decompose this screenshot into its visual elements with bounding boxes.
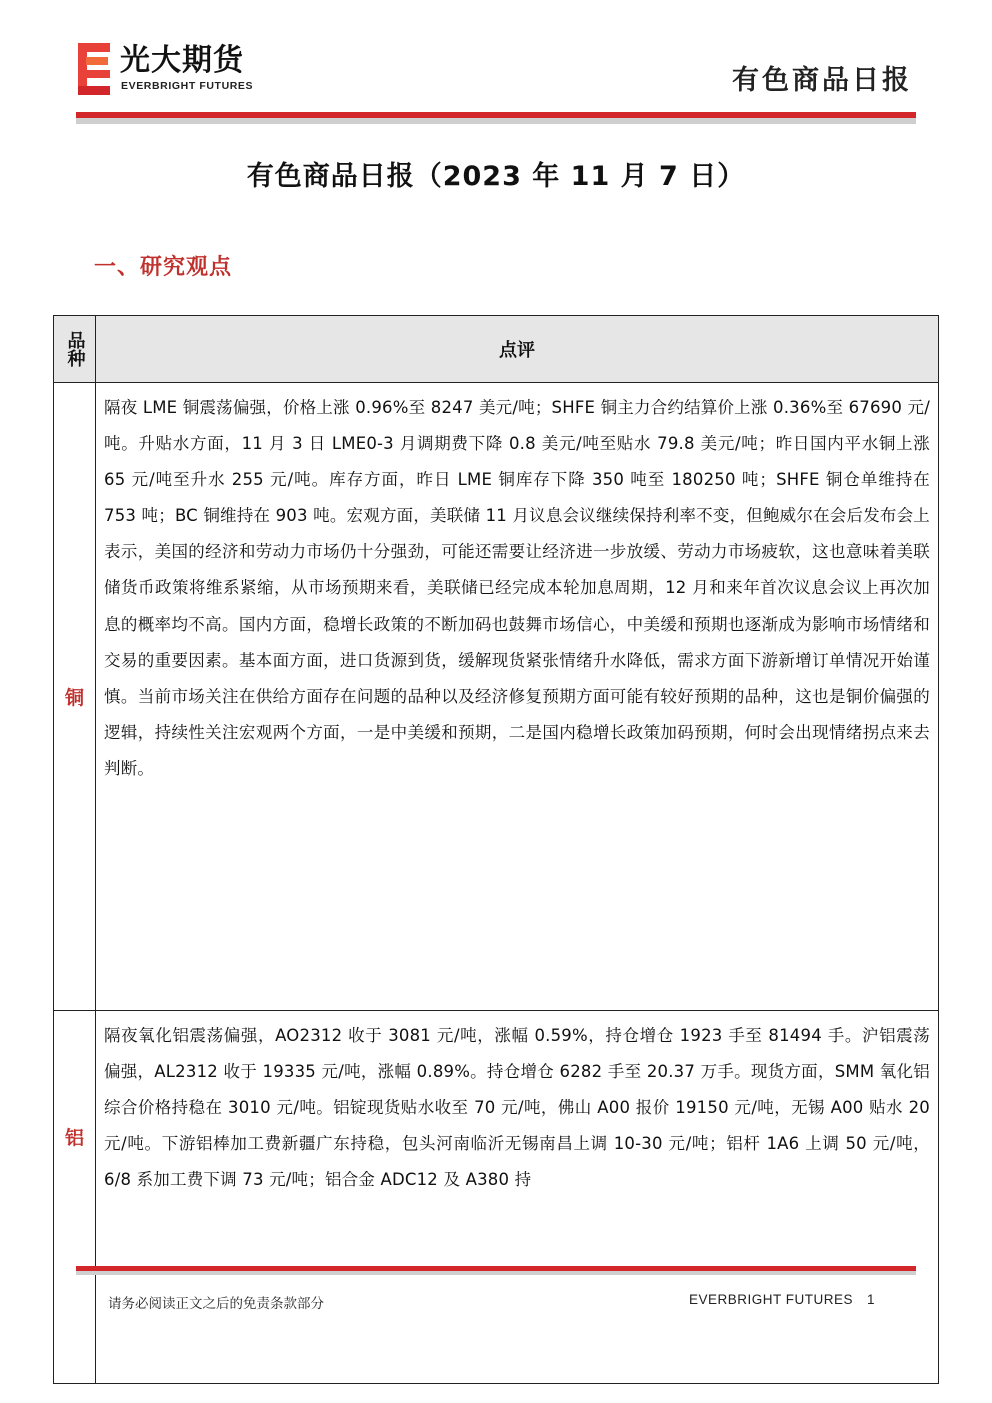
section-heading: 一、研究观点 bbox=[94, 255, 233, 280]
comment-aluminium: 隔夜氧化铝震荡偏强，AO2312 收于 3081 元/吨，涨幅 0.59%，持仓增仓 1923 手至 81494 手。沪铝震荡偏强，AL2312 收于 19335 元/吨，涨幅 0.89%。持仓增仓 6282 手至 20.37 万手。现货方面，SMM 氧化铝综合价格持稳在 3010 元/吨。铝锭现货贴水收至 70 元/吨，佛山 A00 报价 19150 元/吨，无锡 A00 贴水 20 元/吨。下游铝棒加工费新疆广东持稳，包头河南临沂无锡南昌上调 10-30 元/吨；铝杆 1A6 上调 50 元/吨，6/8 系加工费下调 73 元/吨；铝合金 ADC12 及 A380 持 bbox=[104, 1026, 930, 1190]
report-type-title: 有色商品日报 bbox=[732, 65, 912, 96]
header-variety-label: 品种 bbox=[64, 331, 86, 367]
footer-company bbox=[689, 1292, 875, 1307]
header-variety bbox=[54, 316, 96, 383]
header-comment: 点评 bbox=[96, 316, 939, 383]
everbright-logo-icon bbox=[78, 43, 110, 95]
comment-copper: 隔夜 LME 铜震荡偏强，价格上涨 0.96%至 8247 美元/吨；SHFE 铜主力合约结算价上涨 0.36%至 67690 元/吨。升贴水方面，11 月 3 日 LME0-3 月调期费下降 0.8 美元/吨至贴水 79.8 美元/吨；昨日国内平水铜上涨 65 元/吨至升水 255 元/吨。库存方面，昨日 LME 铜库存下降 350 吨至 180250 吨；SHFE 铜仓单维持在 753 吨；BC 铜维持在 903 吨。宏观方面，美联储 11 月议息会议继续保持利率不变，但鲍威尔在会后发布会上表示，美国的经济和劳动力市场仍十分强劲，可能还需要让经济进一步放缓、劳动力市场疲软，这也意味着美联储货币政策将维系紧缩，从市场预期来看，美联储已经完成本轮加息周期，12 月和来年首次议息会议上再次加息的概率均不高。国内方面，稳增长政策的不断加码也鼓舞市场信心，中美缓和预期也逐渐成为影响市场情绪和交易的重要因素。基本面方面，进口货源到货，缓解现货紧张情绪升水降低，需求方面下游新增订单情况开始谨慎。当前市场关注在供给方面存在问题的品种以及经济修复预期方面可能有较好预期的品种，这也是铜价偏强的逻辑，持续性关注宏观两个方面，一是中美缓和预期，二是国内稳增长政策加码预期，何时会出现情绪拐点来去判断。 bbox=[96, 383, 939, 1011]
table-row bbox=[54, 1011, 939, 1384]
logo-text-cn: 光大期货 bbox=[120, 43, 244, 78]
page-number: 1 bbox=[866, 1292, 875, 1307]
table-row bbox=[54, 383, 939, 1011]
research-view-table bbox=[53, 315, 939, 1384]
variety-aluminium: 铝 bbox=[54, 1011, 96, 1384]
variety-copper: 铜 bbox=[54, 383, 96, 1011]
comment-aluminium-cell bbox=[96, 1011, 939, 1384]
logo-text-en: EVERBRIGHT FUTURES bbox=[121, 80, 254, 92]
footer-company-name: EVERBRIGHT FUTURES bbox=[688, 1292, 853, 1307]
table-header-row bbox=[54, 316, 939, 383]
footer-divider-shadow bbox=[76, 1271, 916, 1275]
disclaimer-note: 请务必阅读正文之后的免责条款部分 bbox=[108, 1296, 324, 1312]
document-title: 有色商品日报（2023 年 11 月 7 日） bbox=[246, 161, 746, 192]
header-divider-shadow bbox=[76, 118, 916, 124]
